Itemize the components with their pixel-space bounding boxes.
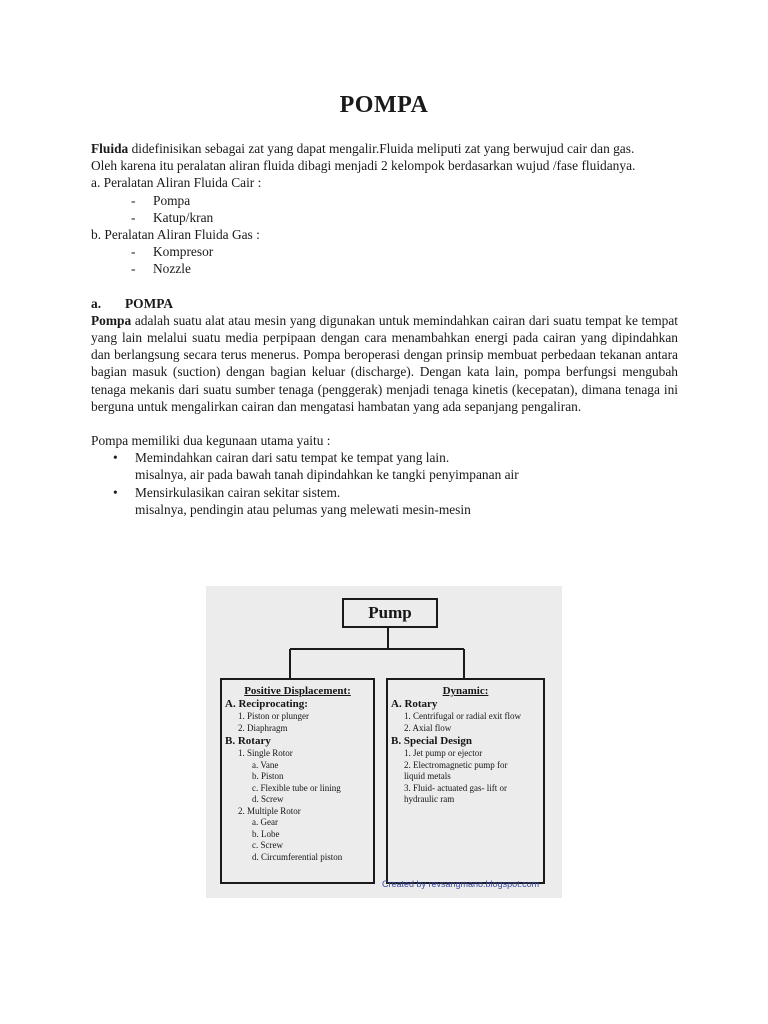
- section-heading-text: POMPA: [125, 295, 174, 311]
- positive-line: a. Vane: [252, 759, 279, 770]
- positive-line: a. Gear: [252, 817, 278, 827]
- use-text: Mensirkulasikan cairan sekitar sistem.: [135, 484, 341, 500]
- positive-line: d. Circumferential piston: [252, 851, 343, 862]
- dynamic-line: hydraulic ram: [404, 794, 455, 804]
- positive-line: b. Lobe: [252, 828, 280, 839]
- positive-line: c. Screw: [252, 840, 283, 850]
- positive-line: B. Rotary: [225, 735, 271, 747]
- list-item-text: Nozzle: [153, 261, 191, 277]
- page-title: POMPA: [339, 92, 429, 118]
- uses-intro: Pompa memiliki dua kegunaan utama yaitu :: [91, 433, 331, 449]
- intro-text: didefinisikan sebagai zat yang dapat mengalir.Fluida meliputi zat yang berwujud cair dan gas.: [128, 141, 635, 156]
- positive-line: 2. Multiple Rotor: [238, 805, 301, 816]
- positive-line: c. Flexible tube or lining: [252, 782, 341, 793]
- positive-line: 1. Piston or plunger: [238, 711, 309, 721]
- dynamic-line: A. Rotary: [391, 698, 438, 710]
- positive-line: b. Piston: [252, 771, 284, 781]
- intro-paragraph-2: Oleh karena itu peralatan aliran fluida dibagi menjadi 2 kelompok berdasarkan wujud /fase fluidanya.: [91, 158, 636, 174]
- positive-line: 1. Single Rotor: [238, 748, 293, 758]
- pump-classification-diagram: [206, 586, 562, 898]
- bullet-marker: •: [113, 450, 118, 466]
- use-text: Memindahkan cairan dari satu tempat ke tempat yang lain.: [135, 450, 450, 466]
- dynamic-line: 2. Axial flow: [404, 722, 452, 733]
- positive-displacement-title: Positive Displacement:: [244, 685, 351, 697]
- list-item: [91, 243, 678, 260]
- dynamic-line: 3. Fluid- actuated gas- lift or: [404, 782, 507, 793]
- positive-displacement-list: [222, 697, 373, 863]
- term-fluida: Fluida: [91, 141, 129, 156]
- list-item: [91, 192, 678, 209]
- list-item: [91, 209, 678, 226]
- dynamic-line: liquid metals: [404, 771, 451, 781]
- bullet-marker: •: [113, 484, 118, 500]
- dynamic-list: [388, 697, 543, 806]
- document-body: [91, 140, 678, 518]
- positive-displacement-box: [220, 678, 375, 884]
- dynamic-box: [386, 678, 545, 884]
- pompa-paragraph: [91, 312, 678, 415]
- spacer: [91, 278, 678, 295]
- dynamic-line: 1. Jet pump or ejector: [404, 748, 483, 758]
- list-item-text: Kompresor: [153, 244, 214, 260]
- group-b-label: b. Peralatan Aliran Fluida Gas :: [91, 227, 260, 243]
- pompa-paragraph-text: adalah suatu alat atau mesin yang digunakan untuk memindahkan cairan dari suatu tempat ke tempat yang lain melalui suatu media perpipaan dengan cara menambahkan energi pada cairan yang dipindahkan dan berlangsung secara terus menerus. Pompa beroperasi dengan prinsip membuat perbedaan tekanan antara bagian masuk (suction) dengan bagian keluar (discharge). Dengan kata lain, pompa berfungsi mengubah tenaga mekanis dari suatu sumber tenaga (penggerak) menjadi tenaga kinetis (kecepatan), dimana tenaga ini berguna untuk mengalirkan cairan dan mengatasi hambatan yang ada sepanjang pengaliran.: [91, 312, 678, 414]
- dash-marker: -: [131, 209, 136, 225]
- spacer: [91, 415, 678, 432]
- diagram-credit: Created by revsangmano.blogspot.com: [382, 879, 540, 889]
- dash-marker: -: [131, 244, 136, 260]
- use-example: misalnya, pendingin atau pelumas yang melewati mesin-mesin: [135, 501, 471, 517]
- pump-root-box: Pump: [342, 598, 438, 628]
- dynamic-line: 2. Electromagnetic pump for: [404, 759, 508, 770]
- list-item: [91, 484, 678, 501]
- list-item-text: Pompa: [153, 192, 191, 208]
- dynamic-title: Dynamic:: [442, 685, 489, 697]
- term-pompa: Pompa: [91, 312, 132, 328]
- positive-line: A. Reciprocating:: [225, 698, 308, 710]
- list-item: [91, 260, 678, 277]
- dynamic-line: 1. Centrifugal or radial exit flow: [404, 711, 521, 721]
- positive-line: d. Screw: [252, 794, 284, 804]
- use-example: misalnya, air pada bawah tanah dipindahkan ke tangki penyimpanan air: [135, 467, 519, 483]
- dash-marker: -: [131, 192, 136, 208]
- group-a-label: a. Peralatan Aliran Fluida Cair :: [91, 175, 262, 191]
- intro-paragraph: [91, 140, 678, 157]
- positive-line: 2. Diaphragm: [238, 722, 288, 733]
- list-item-text: Katup/kran: [153, 209, 214, 225]
- list-item: [91, 449, 678, 466]
- dash-marker: -: [131, 261, 136, 277]
- dynamic-line: B. Special Design: [391, 735, 472, 747]
- section-heading: [91, 295, 678, 312]
- section-letter: a.: [91, 295, 102, 311]
